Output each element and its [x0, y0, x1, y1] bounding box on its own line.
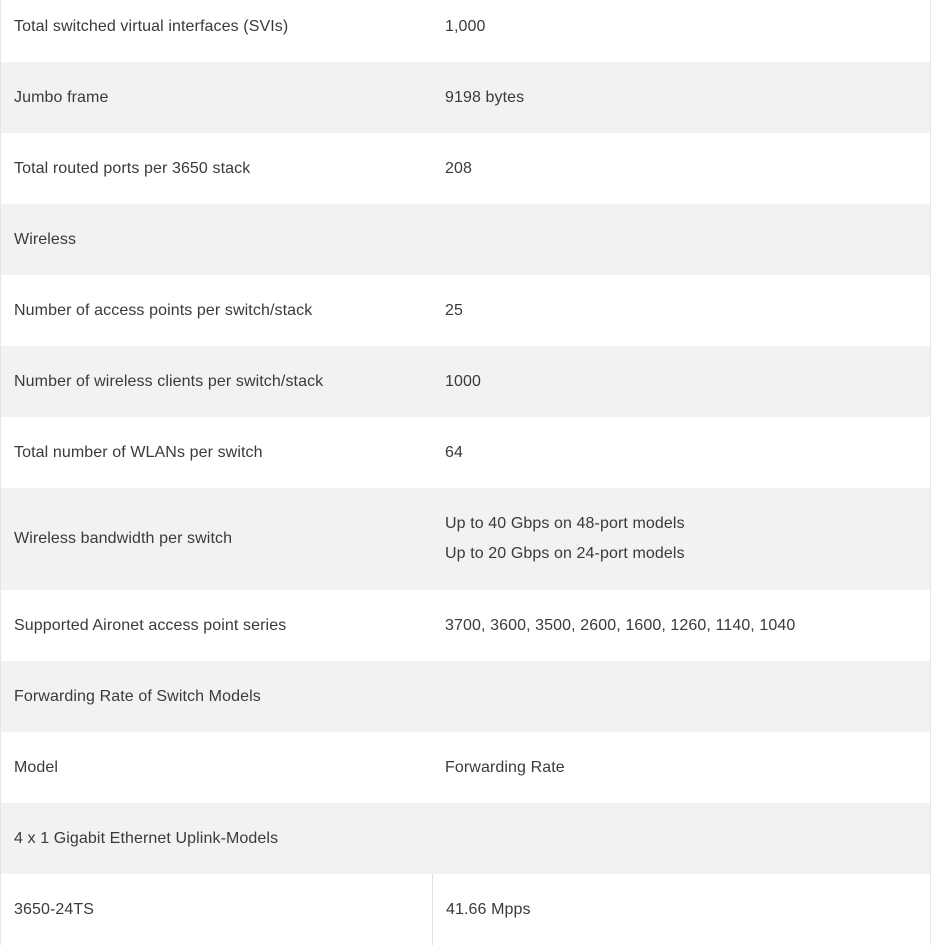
section-header-row	[1, 204, 930, 275]
section-header-uplink-models: 4 x 1 Gigabit Ethernet Uplink-Models	[14, 829, 279, 847]
row-label: Number of access points per switch/stack	[14, 301, 313, 319]
section-header-forwarding-rate: Forwarding Rate of Switch Models	[14, 687, 261, 705]
table-row	[1, 417, 930, 488]
row-label: Total number of WLANs per switch	[14, 443, 263, 461]
column-header-forwarding-rate: Forwarding Rate	[445, 758, 565, 776]
row-value: 64	[445, 443, 463, 461]
row-value: 25	[445, 301, 463, 319]
row-label: Number of wireless clients per switch/stack	[14, 372, 324, 390]
row-value: 3700, 3600, 3500, 2600, 1600, 1260, 1140, 1040	[445, 616, 796, 634]
row-value-line: Up to 40 Gbps on 48-port models	[445, 515, 685, 532]
table-row	[1, 133, 930, 204]
table-row	[1, 874, 930, 945]
table-row	[1, 62, 930, 133]
row-label: Jumbo frame	[14, 88, 109, 106]
row-value: 1,000	[445, 17, 486, 35]
section-header-row	[1, 803, 930, 874]
table-row	[1, 590, 930, 661]
section-header-row	[1, 661, 930, 732]
table-row	[1, 488, 930, 590]
row-value: 1000	[445, 372, 481, 390]
column-header-model: Model	[14, 758, 59, 776]
row-label: 3650-24TS	[14, 900, 95, 918]
section-header-wireless: Wireless	[14, 230, 77, 248]
table-row	[1, 0, 930, 62]
row-label: Wireless bandwidth per switch	[14, 530, 233, 547]
row-value-multiline	[432, 509, 930, 569]
row-value-line: Up to 20 Gbps on 24-port models	[445, 545, 685, 562]
row-value: 41.66 Mpps	[432, 874, 930, 945]
row-label: Total routed ports per 3650 stack	[14, 159, 251, 177]
column-header-row	[1, 732, 930, 803]
row-label: Supported Aironet access point series	[14, 616, 287, 634]
row-value: 208	[445, 159, 472, 177]
table-row	[1, 275, 930, 346]
row-label: Total switched virtual interfaces (SVIs)	[14, 17, 289, 35]
row-value: 9198 bytes	[445, 88, 525, 106]
table-row	[1, 346, 930, 417]
